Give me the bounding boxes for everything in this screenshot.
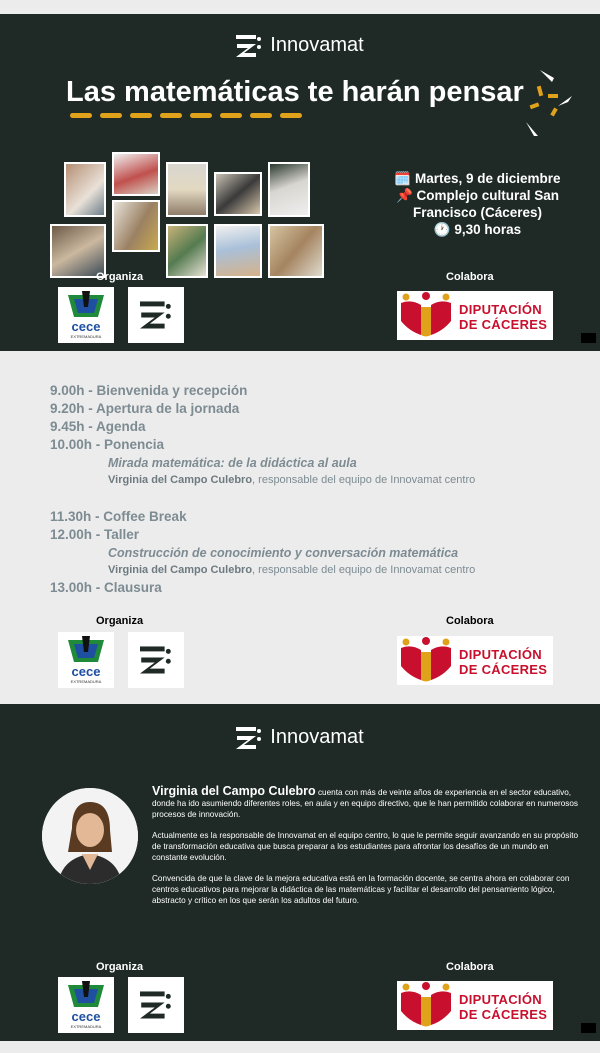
ponencia-speaker: Virginia del Campo Culebro, responsable del equipo de Innovamat centro: [108, 474, 476, 486]
dark-marker: [581, 1023, 596, 1033]
agenda-item: 9.45h - Agenda: [50, 419, 146, 434]
organiza-label: Organiza: [96, 271, 144, 283]
classroom-photo: [214, 172, 262, 216]
colabora-label: Colabora: [446, 961, 494, 973]
cece-region: EXTREMADURA: [70, 679, 102, 684]
diputacion-emblem-icon: [397, 636, 455, 685]
taller-speaker: Virginia del Campo Culebro, responsable del equipo de Innovamat centro: [108, 564, 476, 576]
agenda-panel: [0, 356, 600, 694]
diputacion-name: DIPUTACIÓN DE CÁCERES: [459, 992, 548, 1022]
classroom-photo: [268, 162, 310, 217]
bio-paragraph: Virginia del Campo Culebro cuenta con más de veinte años de experiencia en el sector educativo, donde ha ido asumiendo diferentes roles, en aula y en equipo directivo, que le han permitido colaborar en numerosos procesos de innovación.: [152, 784, 579, 819]
title-underline-decoration: [70, 112, 310, 120]
classroom-photo: [268, 224, 324, 278]
agenda-item: 9.00h - Bienvenida y recepción: [50, 383, 248, 398]
ponencia-title: Mirada matemática: de la didáctica al aula: [108, 456, 357, 470]
innovamat-logo-icon: [140, 300, 172, 330]
agenda-item: 11.30h - Coffee Break: [50, 509, 187, 524]
classroom-photo: [112, 200, 160, 252]
event-place: 📌 Complejo cultural San Francisco (Cáceres): [395, 188, 560, 220]
colabora-label: Colabora: [446, 271, 494, 283]
agenda-list: [50, 382, 590, 597]
classroom-photo: [214, 224, 262, 278]
brand-name: Innovamat: [270, 34, 364, 56]
taller-title: Construcción de conocimiento y conversación matemática: [108, 546, 459, 560]
diputacion-logo: [397, 636, 553, 685]
agenda-item: 13.00h - Clausura: [50, 580, 162, 595]
agenda-item: 10.00h - Ponencia: [50, 437, 165, 452]
classroom-photo: [112, 152, 160, 196]
pushpin-icon: 📌: [395, 188, 413, 203]
diputacion-name: DIPUTACIÓN DE CÁCERES: [459, 647, 548, 677]
cece-name: cece: [71, 319, 101, 334]
diputacion-logo: [397, 291, 553, 340]
bio-paragraph: Convencida de que la clave de la mejora educativa está en la formación docente, se centra ahora en colaborar con centros educativos para mejorar la didáctica de las matemáticas y facilitar el desarrollo del pensamiento lógico, abstracto y crítico en los que serán los adultos del futuro.: [152, 874, 570, 905]
brand-name: Innovamat: [270, 726, 364, 748]
speaker-name: Virginia del Campo Culebro: [152, 784, 316, 798]
event-date: 🗓️ Martes, 9 de diciembre: [394, 171, 561, 186]
colabora-label: Colabora: [446, 615, 494, 627]
cece-logo: [58, 632, 114, 688]
innovamat-logo-icon: [236, 35, 262, 57]
diputacion-emblem-icon: [397, 291, 455, 340]
page-title: Las matemáticas te harán pensar: [66, 76, 524, 108]
brand-header: [0, 726, 600, 749]
cece-logo: [58, 287, 114, 343]
diputacion-emblem-icon: [397, 981, 455, 1030]
innovamat-logo-icon: [236, 727, 262, 749]
speaker-bio: [152, 786, 582, 916]
innovamat-logo-icon: [140, 990, 172, 1020]
speaker-avatar: [42, 788, 138, 884]
event-time: 🕐 9,30 horas: [433, 222, 522, 237]
classroom-photo: [64, 162, 106, 217]
event-details: [375, 170, 580, 238]
classroom-photo: [50, 224, 106, 278]
innovamat-sponsor-logo: [128, 632, 184, 688]
classroom-photo: [166, 224, 208, 278]
speaker-portrait-icon: [42, 788, 138, 884]
bio-paragraph: Actualmente es la responsable de Innovamat en el equipo centro, lo que le permite seguir avanzando en su propósito de transformación educativa que busca preparar a los estudiantes para afrontar los desafíos de un mundo en constante evolución.: [152, 831, 579, 862]
speaker-panel: [0, 704, 600, 1041]
innovamat-sponsor-logo: [128, 977, 184, 1033]
innovamat-logo-icon: [140, 645, 172, 675]
cece-region: EXTREMADURA: [70, 1024, 102, 1029]
diputacion-logo: [397, 981, 553, 1030]
cece-name: cece: [71, 1009, 101, 1024]
innovamat-sponsor-logo: [128, 287, 184, 343]
diputacion-name: DIPUTACIÓN DE CÁCERES: [459, 302, 548, 332]
cece-region: EXTREMADURA: [70, 334, 102, 339]
organiza-label: Organiza: [96, 961, 144, 973]
classroom-photo-collage: [50, 162, 325, 278]
calendar-icon: 🗓️: [394, 171, 412, 186]
sparkle-decoration-icon: [508, 66, 576, 138]
agenda-item: 12.00h - Taller: [50, 527, 140, 542]
clock-icon: 🕐: [433, 222, 451, 237]
agenda-item: 9.20h - Apertura de la jornada: [50, 401, 240, 416]
brand-header: [0, 34, 600, 57]
classroom-photo: [166, 162, 208, 217]
dark-marker: [581, 333, 596, 343]
organiza-label: Organiza: [96, 615, 144, 627]
cece-logo: [58, 977, 114, 1033]
cece-name: cece: [71, 664, 101, 679]
hero-panel: [0, 14, 600, 351]
